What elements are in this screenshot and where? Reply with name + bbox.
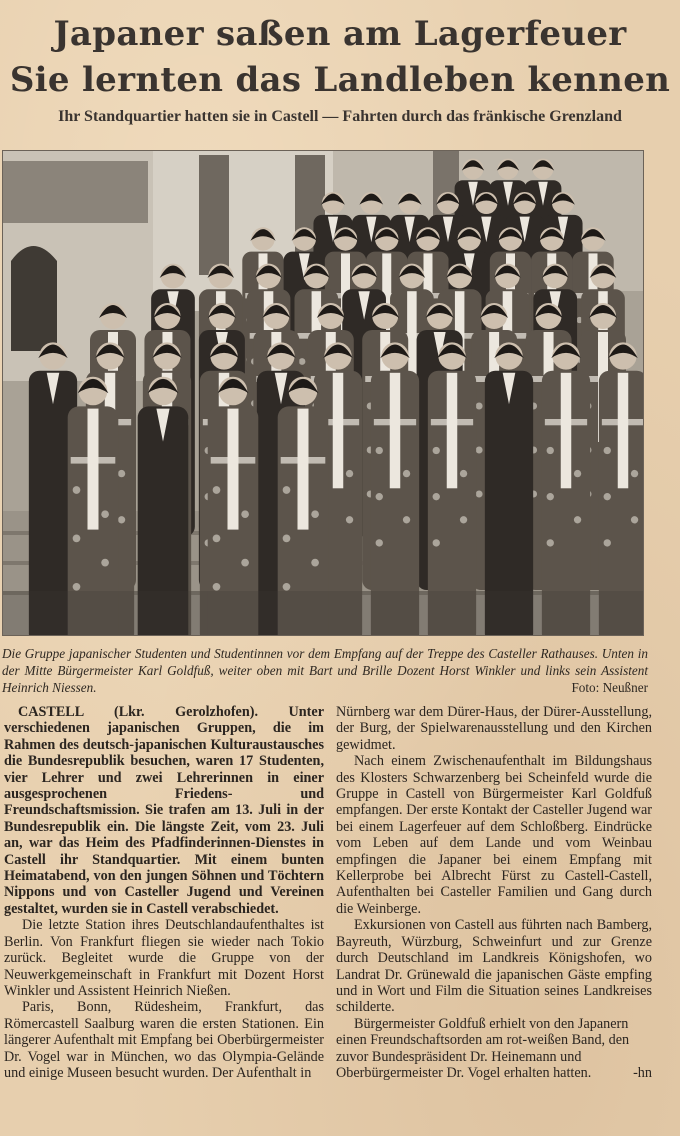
window-1 — [199, 155, 229, 275]
author-signature: -hn — [633, 1064, 652, 1081]
arched-doorway — [11, 246, 57, 351]
subheadline: Ihr Standquartier hatten sie in Castell — Fahrten durch das fränkische Grenzland — [58, 108, 622, 125]
step-shadow — [3, 591, 643, 635]
group-photo-illustration — [3, 151, 643, 635]
article-paragraph: Die letzte Station ihres Deutschlandaufenthaltes ist Berlin. Von Frankfurt fliegen sie wieder nach Tokio zurück. Begleitet wurde die Gruppe von der Neuwerkgemeinschaft in Frankfurt mit Dozent Horst Winkler und Assistent Heinrich Nießen. — [4, 917, 324, 999]
photo-credit: Foto: Neußner — [571, 680, 648, 695]
group-photo — [2, 150, 644, 636]
article-column-left — [4, 704, 324, 1081]
article-paragraph — [336, 1016, 652, 1082]
building-roof — [3, 161, 148, 223]
article-paragraph: Paris, Bonn, Rüdesheim, Frankfurt, das Römercastell Saalburg waren die ersten Stationen. Ein längerer Aufenthalt mit Empfang bei Oberbürgermeister Dr. Vogel war in München, wo das Olympia-Gelände und einige Museen besucht wurden. Der Aufenthalt in — [4, 999, 324, 1081]
caption-text: Die Gruppe japanischer Studenten und Studentinnen vor dem Empfang auf der Treppe des Casteller Rathauses. Unten in der Mitte Bürgermeister Karl Goldfuß, weiter oben mit Bart und Brille Dozent Horst Winkler und links sein Assistent Heinrich Niessen. — [2, 646, 648, 695]
article-paragraph: Nach einem Zwischenaufenthalt im Bildungshaus des Klosters Schwarzenberg bei Scheinfeld wurde die Gruppe in Castell von Bürgermeister Karl Goldfuß empfangen. Der erste Kontakt der Casteller Jugend war bei einem Lagerfeuer auf dem Schloßberg. Eindrücke vom Leben auf dem Lande und vom Weinbau empfingen die Japaner bei einem Empfang mit Kellerprobe bei Albrecht Fürst zu Castell-Castell, Aufenthalten bei Casteller Familien und Gang durch die Weinberge. — [336, 753, 652, 917]
article-lead-paragraph: CASTELL (Lkr. Gerolzhofen). Unter verschiedenen japanischen Gruppen, die im Rahmen des deutsch-japanischen Kulturaustausches die Bundesrepublik besuchen, waren 17 Studenten, vier Lehrer und zwei Lehrerinnen in einer ausgesprochenen Friedens- und Freundschaftsmission. Sie trafen am 13. Juli in der Bundesrepublik ein. Die längste Zeit, vom 23. Juli an, war das Heim des Pfadfinderinnen-Dienstes in Castell ihr Standquartier. Mit einem bunten Heimatabend, von den jungen Söhnen und Töchtern Nippons und von Casteller Jugend und Vereinen gestaltet, wurden sie in Castell verabschiedet. — [4, 704, 324, 917]
headline-line-2: Sie lernten das Landleben kennen — [9, 60, 671, 100]
article-paragraph: Nürnberg war dem Dürer-Haus, der Dürer-Ausstellung, der Burg, der Spielwarenausstellung und den Kirchen gewidmet. — [336, 704, 652, 753]
headline-line-1: Japaner saßen am Lagerfeuer — [53, 14, 627, 54]
article-final-text: Bürgermeister Goldfuß erhielt von den Japanern einen Freundschaftsorden am rot-weißen Band, den zuvor Bundespräsident Dr. Heinemann und Oberbürgermeister Dr. Vogel erhalten hatten. — [336, 1015, 630, 1081]
article-paragraph: Exkursionen von Castell aus führten nach Bamberg, Bayreuth, Würzburg, Schweinfurt und zur Grenze durch Deutschland im Landkreis Königshofen, wo Landrat Dr. Grünewald die japanischen Gäste empfing und in Wort und Film die Situation seines Landkreises schilderte. — [336, 917, 652, 1016]
article-column-right — [336, 704, 652, 1081]
photo-caption — [2, 645, 648, 696]
